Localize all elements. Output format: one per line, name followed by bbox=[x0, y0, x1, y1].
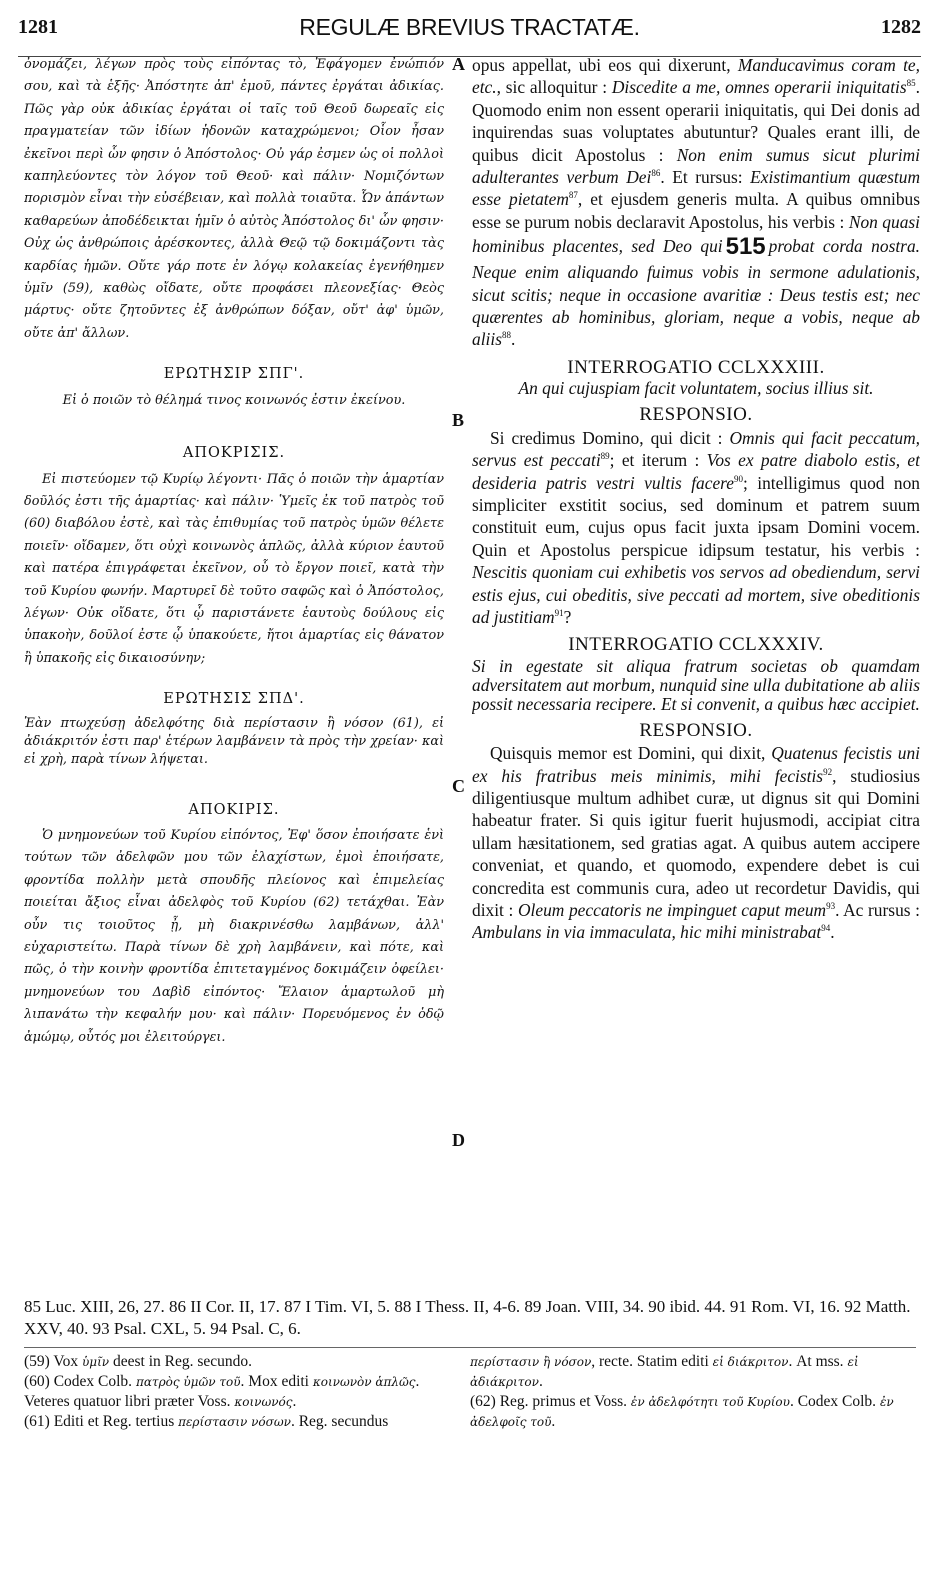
latin-text: ; intelligimus quod non simpliciter exstitit socius, sed dominum et patrem suum constituit eum, cujus opus facit juxta ipsam Domini vocem. Quin et Apostolus perspicue idipsum testatur, his verbis : bbox=[472, 472, 920, 560]
fn-greek: εἰ διάκριτον bbox=[712, 1355, 789, 1369]
fn-text: , recte. Statim editi bbox=[591, 1353, 713, 1370]
greek-question-heading-283: ΕΡΩΤΗΣΙΡ ΣΠΓ'. bbox=[163, 366, 305, 383]
latin-quote: Manducavimus coram te, etc. bbox=[472, 55, 920, 98]
page-header bbox=[0, 14, 939, 48]
latin-question-heading-284: INTERROGATIO CCLXXXIV. bbox=[568, 634, 824, 656]
latin-text: ? bbox=[563, 606, 572, 627]
ref-85: 85 bbox=[906, 78, 916, 89]
latin-text: Quisquis memor est Domini, qui dixit, bbox=[490, 743, 772, 764]
right-page-number: 1282 bbox=[881, 16, 921, 38]
footnote-61 bbox=[24, 1412, 456, 1432]
latin-text: , et ejusdem generis multa. A quibus omnibus esse se purum nobis declaravit Apostolus, his verbis : bbox=[472, 189, 920, 232]
ref-86: 86 bbox=[651, 168, 661, 179]
latin-text: opus appellat, ubi eos qui dixerunt, bbox=[472, 55, 738, 75]
footnote-62: (62) Reg. primus et Voss. ἐν ἀδελφότητι τοῦ Κυρίου. Codex Colb. ἐν ἀδελφοῖς τοῦ. bbox=[470, 1393, 894, 1430]
footnotes-left bbox=[24, 1352, 456, 1432]
latin-quote: Quatenus fecistis uni ex his fratribus meis minimis, mihi fecistis bbox=[472, 743, 920, 786]
greek-paragraph-3: Ὁ μνημονεύων τοῦ Κυρίου εἰπόντος, Ἐφ' ὅσον ἐποιήσατε ἑνὶ τούτων τῶν ἀδελφῶν μου τῶν ἐλαχίστων, ἐμοὶ ἐποιήσατε, φροντίδα πολλὴν μετὰ σπουδῆς πλείονος καὶ ἐπιμελείας ποιείται ἄξιος εἶναι ἀδελφὸς τοῦ Κυρίου (62) τετάχθαι. Ἐὰν οὖν τις τοιοῦτος ᾖ, μὴ διακρινέσθω λαμβάνων, ἀλλ' εὐχαριστείτω. Παρὰ τίνων δὲ χρὴ λαμβάνειν, καὶ πότε, καὶ πῶς, ὁ τὴν κοινὴν φροντίδα ἐπιτεταγμένος δοκιμάζειν ὀφείλει· μνημονεύων του Δαβὶδ εἰπόντος· Ἔλαιον ἁμαρτωλοῦ μὴ λιπανάτω τὴν κεφαλήν μου· καὶ πάλιν· Πορευόμενος ἐν ὁδῷ ἀμώμῳ, οὗτός μοι ἐλειτούργει. bbox=[24, 827, 444, 1045]
greek-question-284: Ἐὰν πτωχεύσῃ ἀδελφότης διὰ περίστασιν ἢ νόσον (61), εἰ ἀδιάκριτόν ἐστι παρ' ἑτέρων λαμβάνειν τὰ πρὸς τὴν χρείαν· καὶ εἰ χρὴ, παρὰ τίνων λήψεται. bbox=[24, 715, 444, 767]
latin-paragraph-3: Quisquis memor est Domini, qui dixit, Quatenus fecistis uni ex his fratribus meis minimis, mihi fecistis$^{92}$, studiosius diligentiusque multum adhibet curæ, ut dignus sit qui Domini habeatur frater. Si quis igitur fuerit hujusmodi, accipiat citra ullam hæsitationem, sed gratias agat. A quibus autem accipere conveniat, et quando, et quomodo, expendere debet is cui concredita est communis cura, adeo ut recordetur Davidis, qui dixit : Oleum peccatoris ne impinguet caput meum$^{93}$. Ac rursus : Ambulans in via immaculata, hic mihi ministrabat$^{94}$. bbox=[472, 743, 920, 943]
latin-text: . Quomodo enim non essent operarii iniquitatis, qui Dei donis ad inquirendas suas voluptates abutuntur? Quales erant illi, de quibus dicit Apostolus : bbox=[472, 77, 920, 165]
latin-text: ; et iterum : bbox=[609, 450, 707, 471]
footnote-rule bbox=[24, 1347, 916, 1348]
greek-paragraph-2: Εἰ πιστεύομεν τῷ Κυρίῳ λέγοντι· Πᾶς ὁ ποιῶν τὴν ἁμαρτίαν δοῦλός ἐστι τῆς ἁμαρτίας· καὶ πάλιν· Ὑμεῖς ἐκ τοῦ πατρὸς τοῦ (60) διαβόλου ἐστὲ, καὶ τὰς ἐπιθυμίας τοῦ πατρὸς ὑμῶν θέλετε ποιεῖν· οἴδαμεν, ὅτι οὐχὶ κοινωνὸς ἁπλῶς, ἀλλὰ κύριον ἑαυτοῦ καὶ πατέρα ἐπιγράφεται ἐκεῖνον, οὗ τὸ ἔργον ποιεῖ, κατὰ τὴν τοῦ Κυρίου φωνήν. Μαρτυρεῖ δὲ τοῦτο σαφῶς καὶ ὁ Ἀπόστολος, λέγων· Οὐκ οἴδατε, ὅτι ᾧ παριστάνετε ἑαυτοὺς δούλους εἰς ὑπακοὴν, δοῦλοί ἐστε ᾧ ὑπακούετε, ἤτοι ἁμαρτίας εἰς θάνατον ἢ ὑπακοῆς εἰς δικαιοσύνην; bbox=[24, 471, 444, 666]
fn-text: . Veteres quatuor libri præter Voss. bbox=[24, 1373, 420, 1410]
fn-greek: ἐν ἀδελφοῖς τοῦ bbox=[470, 1395, 894, 1429]
footnotes-right bbox=[470, 1352, 916, 1432]
latin-quote: Existimantium quæstum esse pietatem bbox=[472, 167, 920, 210]
fn-text: . Codex Colb. bbox=[789, 1393, 880, 1410]
latin-question-heading-283: INTERROGATIO CCLXXXIII. bbox=[567, 356, 825, 378]
latin-quote: Ambulans in via immaculata, hic mihi ministrabat bbox=[472, 922, 822, 943]
footnote-61-cont: περίστασιν ἢ νόσον, recte. Statim editi εἰ διάκριτον. At mss. εἰ ἀδιάκριτον. bbox=[470, 1353, 859, 1390]
fn-text: deest in Reg. secundo. bbox=[109, 1353, 253, 1370]
scripture-references: 85 Luc. XIII, 26, 27. 86 II Cor. II, 17. 87 I Tim. VI, 5. 88 I Thess. II, 4-6. 89 Joan. VIII, 34. 90 ibid. 44. 91 Rom. VI, 16. 92 Matth. XXV, 40. 93 Psal. CXL, 5. 94 Psal. C, 6. bbox=[24, 1297, 911, 1338]
latin-response-heading-1: RESPONSIO. bbox=[639, 404, 753, 426]
latin-text: , studiosius diligentiusque multum adhibet curæ, ut dignus sit qui Domini habeatur frater. Si quis igitur fuerit hujusmodi, accipiat citra ullam hæsitationem, sed gratias agat. A quibus autem accipere conveniat, et quando, et quomodo, expendere debet is cui concredita est communis cura, adeo ut recordetur Davidis, qui dixit : bbox=[472, 765, 920, 920]
fn-greek: περίστασιν νόσων bbox=[178, 1415, 291, 1429]
greek-question-heading-284: ΕΡΩΤΗΣΙΣ ΣΠΔ'. bbox=[163, 691, 305, 708]
ref-92: 92 bbox=[823, 766, 833, 777]
latin-question-284: Si in egestate sit aliqua fratrum societas ob quamdam adversitatem aut morbum, nunquid sine ulla dubitatione ab aliis possit necessaria recipere. Et si convenit, a quibus hæc accipiet. bbox=[472, 655, 920, 714]
latin-paragraph-1: opus appellat, ubi eos qui dixerunt, Manducavimus coram te, etc., sic alloquitur : Discedite a me, omnes operarii iniquitatis$^{85}$. Quomodo enim non essent operarii iniquitatis, qui Dei donis ad inquirendas suas voluptates abutuntur? Quales erant illi, de quibus dicit Apostolus : Non enim sumus sicut plurimi adulterantes verbum Dei$^{86}$. Et rursus: Existimantium quæstum esse pietatem$^{87}$, et ejusdem generis multa. A quibus omnibus esse se purum nobis declaravit Apostolus, his verbis : Non quasi hominibus placentes, sed Deo qui 515 probat corda nostra. Neque enim aliquando fuimus vobis in sermone adulationis, sicut scitis; neque in occasione avaritiæ : Deus testis est; nec quærentes ab hominibus, gloriam, neque a vobis, neque ab aliis$^{88}$. bbox=[472, 55, 920, 350]
margin-marker-c: C bbox=[452, 776, 465, 796]
latin-quote: Nescitis quoniam cui exhibetis vos servos ad obediendum, servi estis ejus, cui obeditis, sive peccati ad mortem, sive obeditionis ad justitiam bbox=[472, 562, 920, 627]
margin-marker-b: B bbox=[452, 410, 465, 430]
latin-quote: Discedite a me, omnes operarii iniquitatis bbox=[611, 77, 907, 98]
latin-paragraph-2 bbox=[472, 427, 920, 629]
footnote-59 bbox=[24, 1352, 456, 1372]
latin-question-283: An qui cujuspiam facit voluntatem, socius illius sit. bbox=[518, 378, 874, 399]
ref-94: 94 bbox=[821, 923, 831, 934]
greek-paragraph-1: ὀνομάζει, λέγων πρὸς τοὺς εἰπόντας τὸ, Ἐφάγομεν ἐνώπιόν σου, καὶ τὰ ἑξῆς· Ἀπόστητε ἀπ' ἐμοῦ, πάντες ἐργάται ἀδικίας. Πῶς γὰρ οὐκ ἀδικίας ἐργάται οἱ ταῖς τοῦ Θεοῦ δωρεαῖς εἰς πραγματείαν τῶν ἰδίων ἡδονῶν καταχρώμενοι; Οἷον ἦσαν ἐκεῖνοι περὶ ὧν φησιν ὁ Ἀπόστολος· Οὐ γάρ ἐσμεν ὡς οἱ πολλοὶ καπηλεύοντες τὸν λόγον τοῦ Θεοῦ· καὶ πάλιν· Νομιζόντων πορισμὸν εἶναι τὴν εὐσέβειαν, καὶ πολλὰ τοιαῦτα. Ὧν ἁπάντων καθαρεύων ἀποδέδεικται ἡμῖν ὁ αὐτὸς Ἀπόστολος δι' ὧν φησιν· Οὐχ ὡς ἀνθρώποις ἀρέσκοντες, ἀλλὰ Θεῷ τῷ δοκιμάζοντι τὰς καρδίας ἡμῶν. Οὔτε γάρ ποτε ἐν λόγῳ κολακείας ἐγενήθημεν ὑμῖν (59), καθὼς οἴδατε, οὔτε προφάσει πλεονεξίας· Θεὸς μάρτυς· οὔτε ζητοῦντες ἐξ ἀνθρώπων δόξαν, οὔτ' ἀφ' ὑμῶν, οὔτε ἀπ' ἄλλων. bbox=[24, 57, 444, 341]
latin-response-heading-2: RESPONSIO. bbox=[639, 719, 753, 741]
margin-marker-a: A bbox=[452, 54, 465, 74]
fn-text: . At mss. bbox=[788, 1353, 848, 1370]
greek-response-heading-1: ΑΠΟΚΡΙΣΙΣ. bbox=[182, 445, 286, 462]
ref-87: 87 bbox=[568, 190, 578, 201]
ref-89: 89 bbox=[600, 451, 610, 462]
fn-greek: ὑμῖν bbox=[82, 1355, 110, 1369]
fn-text: (59) Vox bbox=[24, 1353, 82, 1370]
fn-greek: ἐν ἀδελφότητι τοῦ Κυρίου bbox=[630, 1395, 790, 1409]
fn-greek: εἰ ἀδιάκριτον bbox=[470, 1355, 859, 1389]
latin-text: . Ac rursus : bbox=[835, 900, 920, 920]
greek-column bbox=[24, 54, 444, 1279]
left-page-number: 1281 bbox=[18, 16, 58, 38]
fn-greek: πατρὸς ὑμῶν τοῦ bbox=[135, 1375, 241, 1389]
ref-93: 93 bbox=[826, 901, 836, 912]
fn-text: (61) Editi et Reg. tertius bbox=[24, 1413, 179, 1430]
latin-column bbox=[472, 54, 920, 1279]
ref-88: 88 bbox=[501, 330, 511, 341]
latin-quote: Oleum peccatoris ne impinguet caput meum bbox=[517, 900, 827, 920]
latin-text: Si credimus Domino, qui dicit : bbox=[490, 427, 730, 448]
footnote-60: (60) Codex Colb. πατρὸς ὑμῶν τοῦ. Mox editi κοινωνὸν ἁπλῶς. Veteres quatuor libri præter Voss. κοινωνός. bbox=[24, 1373, 420, 1410]
latin-text: . Et rursus: bbox=[660, 167, 751, 188]
greek-response-heading-2: ΑΠΟΚΙΡΙΣ. bbox=[188, 801, 280, 818]
fn-greek: κοινωνός bbox=[234, 1395, 293, 1409]
latin-quote: probat corda nostra. Neque enim aliquando fuimus vobis in sermone adulationis, sicut scitis; neque in occasione avaritiæ : Deus testis est; nec quærentes ab hominibus, gloriam, neque a vobis, neque ab aliis bbox=[472, 236, 920, 350]
greek-question-283: Εἰ ὁ ποιῶν τὸ θέλημά τινος κοινωνός ἐστιν ἐκείνου. bbox=[62, 392, 406, 408]
running-title: REGULÆ BREVIUS TRACTATÆ. bbox=[299, 14, 640, 40]
fn-greek: περίστασιν ἢ νόσον bbox=[470, 1355, 592, 1369]
fn-text: . Reg. secundus bbox=[290, 1413, 389, 1430]
latin-quote: Omnis qui facit peccatum, servus est peccati bbox=[472, 427, 920, 471]
latin-quote: Vos ex patre diabolo estis, et desideria patris vestri vultis facere bbox=[472, 450, 920, 493]
fn-greek: κοινωνὸν ἁπλῶς bbox=[312, 1375, 416, 1389]
ref-90: 90 bbox=[734, 473, 744, 484]
ref-91: 91 bbox=[554, 608, 564, 619]
latin-quote: Non quasi hominibus placentes, sed Deo qui bbox=[472, 211, 920, 257]
margin-marker-d: D bbox=[452, 1130, 465, 1150]
latin-quote: Non enim sumus sicut plurimi adulterantes verbum Dei bbox=[472, 144, 920, 188]
fn-text: (62) Reg. primus et Voss. bbox=[470, 1393, 631, 1410]
fn-text: . Mox editi bbox=[240, 1373, 313, 1390]
latin-text: , sic alloquitur : bbox=[496, 77, 612, 98]
fn-text: (60) Codex Colb. bbox=[24, 1373, 136, 1390]
edition-page-marker: 515 bbox=[725, 233, 766, 261]
